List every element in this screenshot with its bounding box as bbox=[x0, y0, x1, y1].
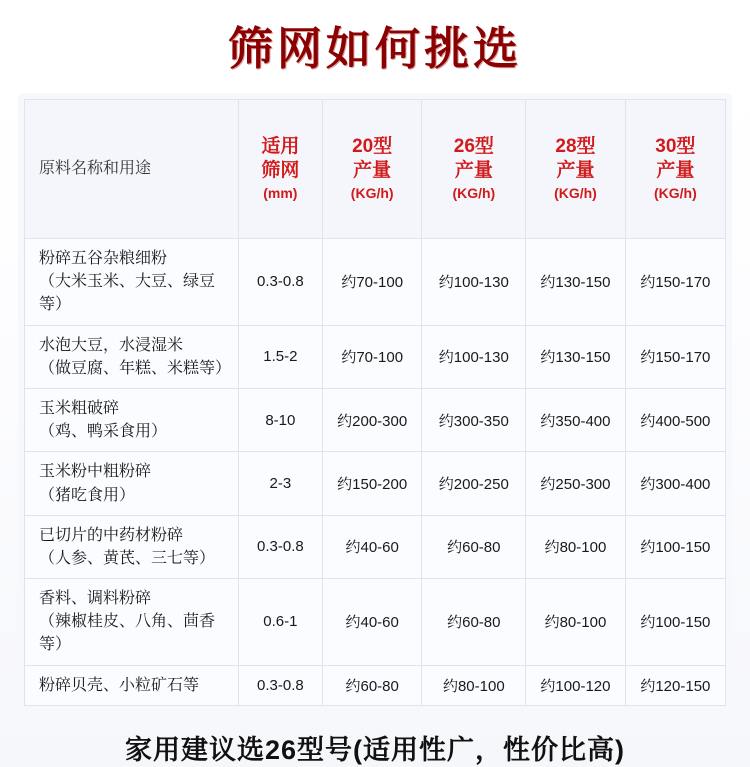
column-header-type20-unit: (KG/h) bbox=[350, 185, 394, 202]
column-header-type28-line2: 产量 bbox=[556, 160, 595, 182]
cell-mesh: 0.6-1 bbox=[238, 579, 322, 666]
cell-mesh: 8-10 bbox=[238, 388, 322, 451]
cell-type20: 约40-60 bbox=[322, 579, 422, 666]
material-line1: 玉米粉中粗粉碎 bbox=[39, 463, 152, 481]
column-header-type30-line1: 30型 bbox=[655, 135, 696, 157]
material-line1: 粉碎五谷杂粮细粉 bbox=[39, 250, 168, 267]
cell-type28: 约100-120 bbox=[526, 665, 626, 705]
page-title: 筛网如何挑选 bbox=[227, 23, 522, 74]
cell-type20: 约70-100 bbox=[322, 325, 422, 388]
column-header-type26-unit: (KG/h) bbox=[452, 185, 496, 202]
table-body bbox=[25, 239, 726, 706]
column-header-mesh-line2: 筛网 bbox=[261, 160, 300, 182]
cell-type26: 约100-130 bbox=[422, 239, 526, 326]
cell-type30: 约150-170 bbox=[625, 239, 725, 326]
table-row bbox=[25, 665, 726, 705]
column-header-type28 bbox=[526, 100, 626, 239]
material-line2: （辣椒桂皮、八角、茴香等） bbox=[39, 613, 216, 654]
cell-type30: 约400-500 bbox=[625, 388, 725, 451]
column-header-type28-line1: 28型 bbox=[555, 135, 596, 157]
cell-material bbox=[25, 388, 239, 451]
material-line1: 已切片的中药材粉碎 bbox=[39, 526, 184, 544]
cell-material bbox=[25, 239, 239, 326]
column-header-mesh bbox=[238, 100, 322, 239]
cell-type20: 约200-300 bbox=[322, 388, 422, 451]
table-header bbox=[25, 100, 726, 239]
material-line1: 水泡大豆，水浸湿米 bbox=[39, 336, 184, 354]
table-row bbox=[25, 239, 726, 326]
cell-type20: 约150-200 bbox=[322, 452, 422, 515]
cell-type30: 约150-170 bbox=[625, 325, 725, 388]
cell-material bbox=[25, 452, 239, 515]
material-line2: （猪吃食用） bbox=[39, 486, 136, 504]
cell-material bbox=[25, 579, 239, 666]
cell-material bbox=[25, 665, 239, 705]
cell-type28: 约130-150 bbox=[526, 325, 626, 388]
cell-type28: 约80-100 bbox=[526, 579, 626, 666]
table-row bbox=[25, 579, 726, 666]
table-row bbox=[25, 325, 726, 388]
cell-mesh: 0.3-0.8 bbox=[238, 515, 322, 578]
column-header-type30-line2: 产量 bbox=[656, 160, 695, 182]
cell-type30: 约100-150 bbox=[625, 515, 725, 578]
recommendation-text: 家用建议选26型号(适用性广，性价比高) bbox=[124, 734, 625, 765]
spec-table-container bbox=[18, 93, 732, 714]
cell-type26: 约60-80 bbox=[422, 515, 526, 578]
cell-mesh: 0.3-0.8 bbox=[238, 665, 322, 705]
cell-type20: 约40-60 bbox=[322, 515, 422, 578]
material-line2: （做豆腐、年糕、米糕等） bbox=[39, 359, 232, 377]
material-line2: （鸡、鸭采食用） bbox=[39, 423, 168, 441]
column-header-type28-unit: (KG/h) bbox=[554, 185, 597, 202]
column-header-type26-line2: 产量 bbox=[454, 160, 493, 182]
table-row bbox=[25, 452, 726, 515]
cell-type26: 约300-350 bbox=[422, 388, 526, 451]
column-header-material: 原料名称和用途 bbox=[25, 100, 239, 239]
column-header-type20 bbox=[322, 100, 422, 239]
cell-type20: 约70-100 bbox=[322, 239, 422, 326]
column-header-type30-unit: (KG/h) bbox=[653, 185, 697, 202]
cell-type26: 约80-100 bbox=[422, 665, 526, 705]
cell-mesh: 2-3 bbox=[238, 452, 322, 515]
cell-material bbox=[25, 325, 239, 388]
cell-type26: 约60-80 bbox=[422, 579, 526, 666]
column-header-type26 bbox=[422, 100, 526, 239]
column-header-mesh-line1: 适用 bbox=[261, 135, 300, 157]
column-header-mesh-unit: (mm) bbox=[263, 185, 298, 202]
cell-type28: 约130-150 bbox=[526, 239, 626, 326]
material-line1: 粉碎贝壳、小粒矿石等 bbox=[39, 676, 200, 694]
table-row bbox=[25, 388, 726, 451]
cell-type26: 约200-250 bbox=[422, 452, 526, 515]
cell-type30: 约100-150 bbox=[625, 579, 725, 666]
cell-type28: 约350-400 bbox=[526, 388, 626, 451]
cell-type28: 约250-300 bbox=[526, 452, 626, 515]
screen-selection-table bbox=[24, 99, 726, 706]
cell-mesh: 1.5-2 bbox=[238, 325, 322, 388]
cell-type30: 约120-150 bbox=[625, 665, 725, 705]
material-line1: 玉米粗破碎 bbox=[39, 399, 120, 417]
column-header-type20-line2: 产量 bbox=[353, 160, 392, 182]
cell-material bbox=[25, 515, 239, 578]
column-header-type20-line1: 20型 bbox=[352, 135, 393, 157]
column-header-type30 bbox=[625, 100, 725, 239]
cell-type28: 约80-100 bbox=[526, 515, 626, 578]
cell-mesh: 0.3-0.8 bbox=[238, 239, 322, 326]
column-header-type26-line1: 26型 bbox=[453, 135, 494, 157]
table-header-row bbox=[25, 100, 726, 239]
material-line2: （大米玉米、大豆、绿豆等） bbox=[39, 273, 216, 314]
cell-type20: 约60-80 bbox=[322, 665, 422, 705]
material-line2: （人参、黄芪、三七等） bbox=[39, 549, 216, 567]
table-row bbox=[25, 515, 726, 578]
cell-type26: 约100-130 bbox=[422, 325, 526, 388]
cell-type30: 约300-400 bbox=[625, 452, 725, 515]
material-line1: 香料、调料粉碎 bbox=[39, 590, 152, 608]
